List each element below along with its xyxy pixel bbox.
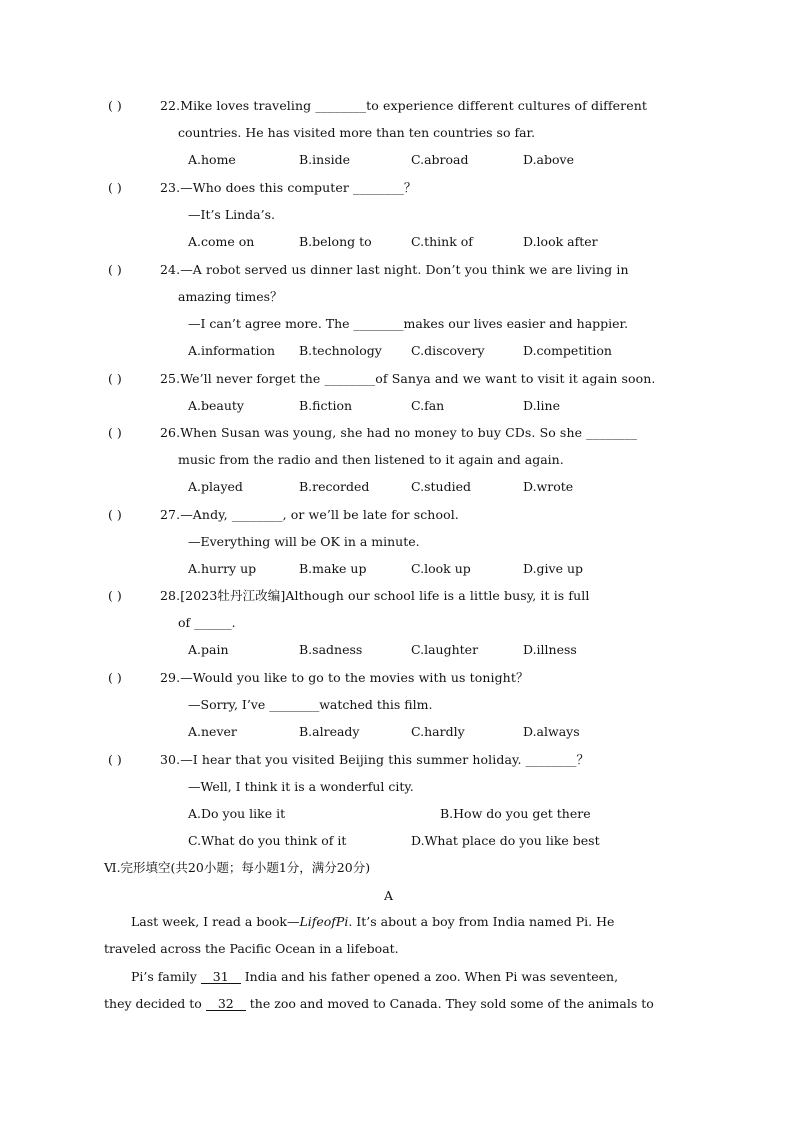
question-29: [108, 671, 688, 752]
question-number: 28.: [160, 588, 181, 603]
option-b: B.fiction: [299, 398, 353, 413]
option-d: D.line: [523, 398, 560, 413]
answer-parentheses[interactable]: ( ): [108, 752, 122, 767]
passage-text: Pi’s family: [131, 969, 201, 984]
option-b: B.make up: [299, 561, 367, 576]
question-22: [108, 99, 688, 180]
option-a: A.information: [188, 343, 276, 358]
option-c: C.discovery: [411, 343, 485, 358]
question-28: [108, 589, 688, 670]
option-d: D.give up: [523, 561, 584, 576]
answer-parentheses[interactable]: ( ): [108, 670, 122, 685]
passage-text: the zoo and moved to Canada. They sold some of the animals to: [245, 996, 654, 1011]
option-c: C.studied: [411, 479, 471, 494]
question-text: Mike loves traveling ________to experience different cultures of different: [180, 98, 647, 113]
question-27: [108, 508, 688, 589]
option-b: B.technology: [299, 343, 382, 358]
option-a: A.come on: [188, 234, 255, 249]
option-d: D.What place do you like best: [411, 833, 600, 848]
option-b: B.recorded: [299, 479, 370, 494]
option-b: B.inside: [299, 152, 351, 167]
answer-parentheses[interactable]: ( ): [108, 262, 122, 277]
passage-paragraph-2: [104, 963, 684, 1017]
option-c: C.look up: [411, 561, 471, 576]
question-30: [108, 753, 688, 861]
question-text-cont: amazing times？: [178, 289, 283, 304]
question-number: 25.: [160, 371, 181, 386]
question-text: —Andy, ________, or we’ll be late for school.: [180, 507, 459, 522]
option-a: A.beauty: [188, 398, 244, 413]
dialogue-reply: —Sorry, I’ve ________watched this film.: [188, 697, 433, 712]
question-text-cont: countries. He has visited more than ten countries so far.: [178, 125, 536, 140]
question-text-cont: of ______.: [178, 615, 236, 630]
option-d: D.always: [523, 724, 580, 739]
passage-text: they decided to: [104, 996, 206, 1011]
question-text: —Who does this computer ________？: [180, 180, 417, 195]
dialogue-reply: —Everything will be OK in a minute.: [188, 534, 420, 549]
option-c: C.laughter: [411, 642, 479, 657]
option-b: B.How do you get there: [440, 806, 591, 821]
question-number: 26.: [160, 425, 181, 440]
answer-parentheses[interactable]: ( ): [108, 180, 122, 195]
question-number: 29.: [160, 670, 181, 685]
question-text: —Would you like to go to the movies with us tonight？: [180, 670, 529, 685]
question-text: —I hear that you visited Beijing this summer holiday. ________？: [180, 752, 590, 767]
option-c: C.fan: [411, 398, 445, 413]
question-number: 22.: [160, 98, 181, 113]
passage-text: traveled across the Pacific Ocean in a lifeboat.: [104, 941, 399, 956]
dialogue-reply: —It’s Linda’s.: [188, 207, 275, 222]
dialogue-reply: —I can’t agree more. The ________makes our lives easier and happier.: [188, 316, 629, 331]
option-a: A.never: [188, 724, 237, 739]
question-23: [108, 181, 688, 262]
question-number: 27.: [160, 507, 181, 522]
option-a: A.home: [188, 152, 236, 167]
question-text: When Susan was young, she had no money to buy CDs. So she ________: [180, 425, 637, 440]
answer-parentheses[interactable]: ( ): [108, 588, 122, 603]
option-a: A.hurry up: [188, 561, 257, 576]
book-title: LifeofPi: [299, 914, 349, 929]
answer-parentheses[interactable]: ( ): [108, 98, 122, 113]
option-a: A.Do you like it: [188, 806, 286, 821]
blank-32[interactable]: 32: [206, 997, 246, 1011]
option-c: C.What do you think of it: [188, 833, 347, 848]
question-number: 30.: [160, 752, 181, 767]
question-25: [108, 372, 688, 426]
dialogue-reply: —Well, I think it is a wonderful city.: [188, 779, 414, 794]
option-b: B.already: [299, 724, 360, 739]
option-d: D.illness: [523, 642, 577, 657]
passage-paragraph-1: [104, 908, 684, 962]
question-text: [2023牡丹江改编]Although our school life is a little busy, it is full: [180, 588, 590, 603]
option-a: A.pain: [188, 642, 229, 657]
answer-parentheses[interactable]: ( ): [108, 507, 122, 522]
option-b: B.belong to: [299, 234, 372, 249]
passage-label: A: [384, 888, 394, 903]
blank-31[interactable]: 31: [201, 970, 241, 984]
option-c: C.hardly: [411, 724, 465, 739]
option-b: B.sadness: [299, 642, 363, 657]
option-c: C.abroad: [411, 152, 469, 167]
passage-text: Last week, I read a book—: [131, 914, 300, 929]
option-d: D.competition: [523, 343, 612, 358]
question-26: [108, 426, 688, 507]
question-text: —A robot served us dinner last night. Don’t you think we are living in: [180, 262, 629, 277]
section-title: Ⅵ.完形填空(共20小题；每小题1分，满分20分): [104, 860, 371, 875]
answer-parentheses[interactable]: ( ): [108, 425, 122, 440]
question-number: 24.: [160, 262, 181, 277]
option-c: C.think of: [411, 234, 473, 249]
option-a: A.played: [188, 479, 243, 494]
answer-parentheses[interactable]: ( ): [108, 371, 122, 386]
question-text: We’ll never forget the ________of Sanya and we want to visit it again soon.: [180, 371, 656, 386]
passage-text: India and his father opened a zoo. When Pi was seventeen,: [240, 969, 619, 984]
option-d: D.look after: [523, 234, 598, 249]
option-d: D.wrote: [523, 479, 574, 494]
question-24: [108, 263, 688, 371]
option-d: D.above: [523, 152, 574, 167]
question-number: 23.: [160, 180, 181, 195]
passage-text: . It’s about a boy from India named Pi. He: [348, 914, 615, 929]
question-text-cont: music from the radio and then listened to it again and again.: [178, 452, 564, 467]
